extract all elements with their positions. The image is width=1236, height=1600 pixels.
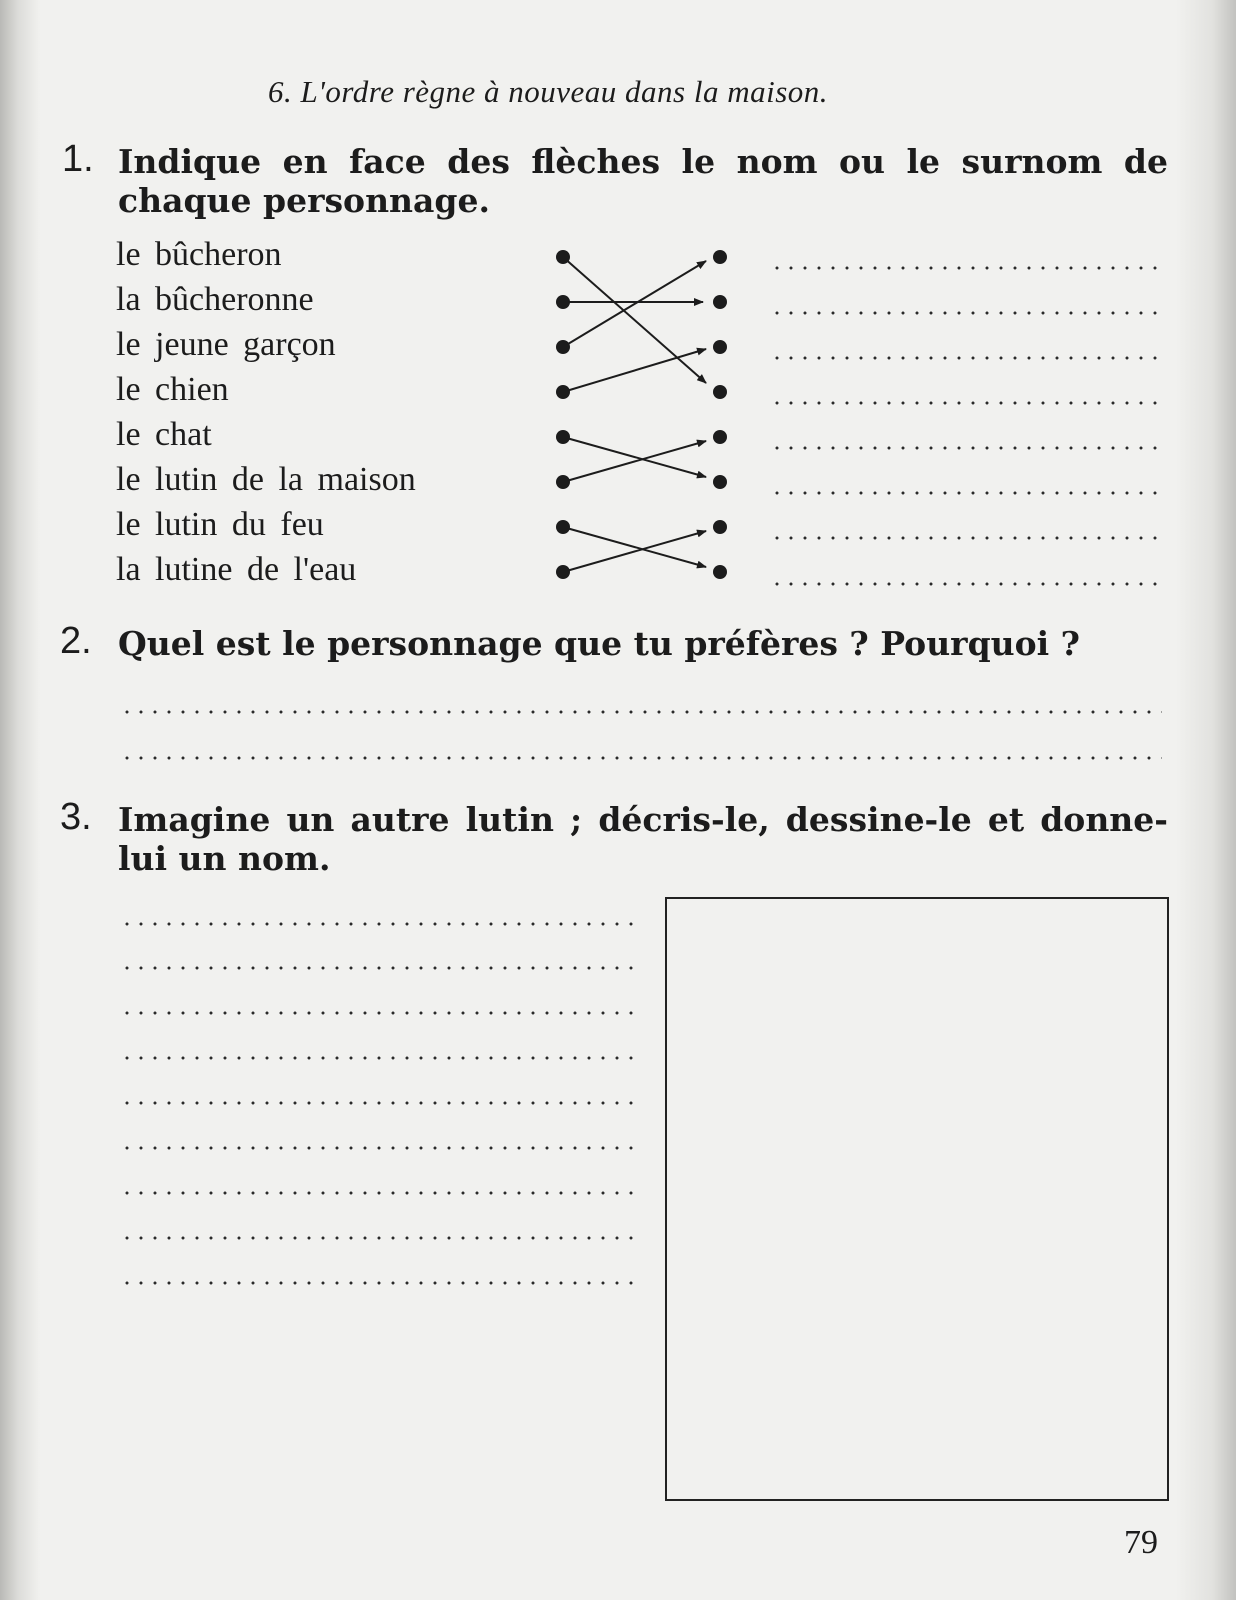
character-item: le bûcheron [116, 236, 282, 273]
question-1-number: 1. [62, 138, 94, 180]
end-dot [713, 295, 727, 309]
answer-line[interactable] [770, 356, 1166, 360]
answer-line[interactable] [120, 710, 1162, 714]
start-dot [556, 520, 570, 534]
character-item: le jeune garçon [116, 326, 336, 363]
answer-line[interactable] [120, 1146, 642, 1150]
character-list [116, 232, 416, 592]
end-dot [713, 565, 727, 579]
question-2 [60, 620, 1168, 663]
end-dot [713, 475, 727, 489]
arrow-line [563, 527, 706, 567]
matching-arrows [540, 235, 740, 595]
answer-line[interactable] [120, 1056, 642, 1060]
answer-line[interactable] [770, 582, 1166, 586]
end-dot [713, 250, 727, 264]
answer-line[interactable] [770, 266, 1166, 270]
answer-line[interactable] [120, 966, 642, 970]
answer-line[interactable] [120, 1281, 642, 1285]
scan-shadow-left [0, 0, 40, 1600]
start-dot [556, 250, 570, 264]
character-item: le chat [116, 416, 212, 453]
start-dot [556, 340, 570, 354]
chapter-title: 6. L'ordre règne à nouveau dans la maison. [268, 74, 829, 109]
character-item: le lutin de la maison [116, 461, 416, 498]
question-3 [60, 796, 1168, 878]
arrow-line [563, 441, 706, 482]
answer-line[interactable] [120, 1236, 642, 1240]
answer-line[interactable] [770, 401, 1166, 405]
answer-line[interactable] [770, 536, 1166, 540]
start-dot [556, 565, 570, 579]
arrow-line [563, 349, 706, 392]
answer-line[interactable] [120, 756, 1162, 760]
end-dot [713, 340, 727, 354]
start-dot [556, 385, 570, 399]
arrow-line [563, 257, 706, 383]
answer-line[interactable] [120, 1191, 642, 1195]
answer-line[interactable] [770, 311, 1166, 315]
answer-line[interactable] [770, 446, 1166, 450]
answer-line[interactable] [120, 922, 642, 926]
character-item: le lutin du feu [116, 506, 324, 543]
arrow-line [563, 261, 706, 347]
end-dot [713, 385, 727, 399]
arrow-line [563, 531, 706, 572]
end-dot [713, 430, 727, 444]
answer-line[interactable] [120, 1101, 642, 1105]
page-number: 79 [1124, 1524, 1158, 1561]
answer-line[interactable] [120, 1011, 642, 1015]
start-dot [556, 475, 570, 489]
character-item: la lutine de l'eau [116, 551, 357, 588]
scan-shadow-right [1176, 0, 1236, 1600]
answer-line[interactable] [770, 491, 1166, 495]
start-dot [556, 430, 570, 444]
arrow-line [563, 437, 706, 477]
question-2-number: 2. [60, 620, 92, 662]
character-item: la bûcheronne [116, 281, 314, 318]
question-3-number: 3. [60, 796, 92, 838]
question-1-text: Indique en face des flèches le nom ou le surnom de chaque personnage. [118, 142, 1168, 220]
drawing-box[interactable] [665, 897, 1169, 1501]
question-3-text: Imagine un autre lutin ; décris-le, dessine-le et donne-lui un nom. [118, 800, 1168, 878]
question-2-text: Quel est le personnage que tu préfères ? Pourquoi ? [118, 624, 1081, 663]
start-dot [556, 295, 570, 309]
question-1 [62, 138, 1168, 220]
character-item: le chien [116, 371, 229, 408]
end-dot [713, 520, 727, 534]
